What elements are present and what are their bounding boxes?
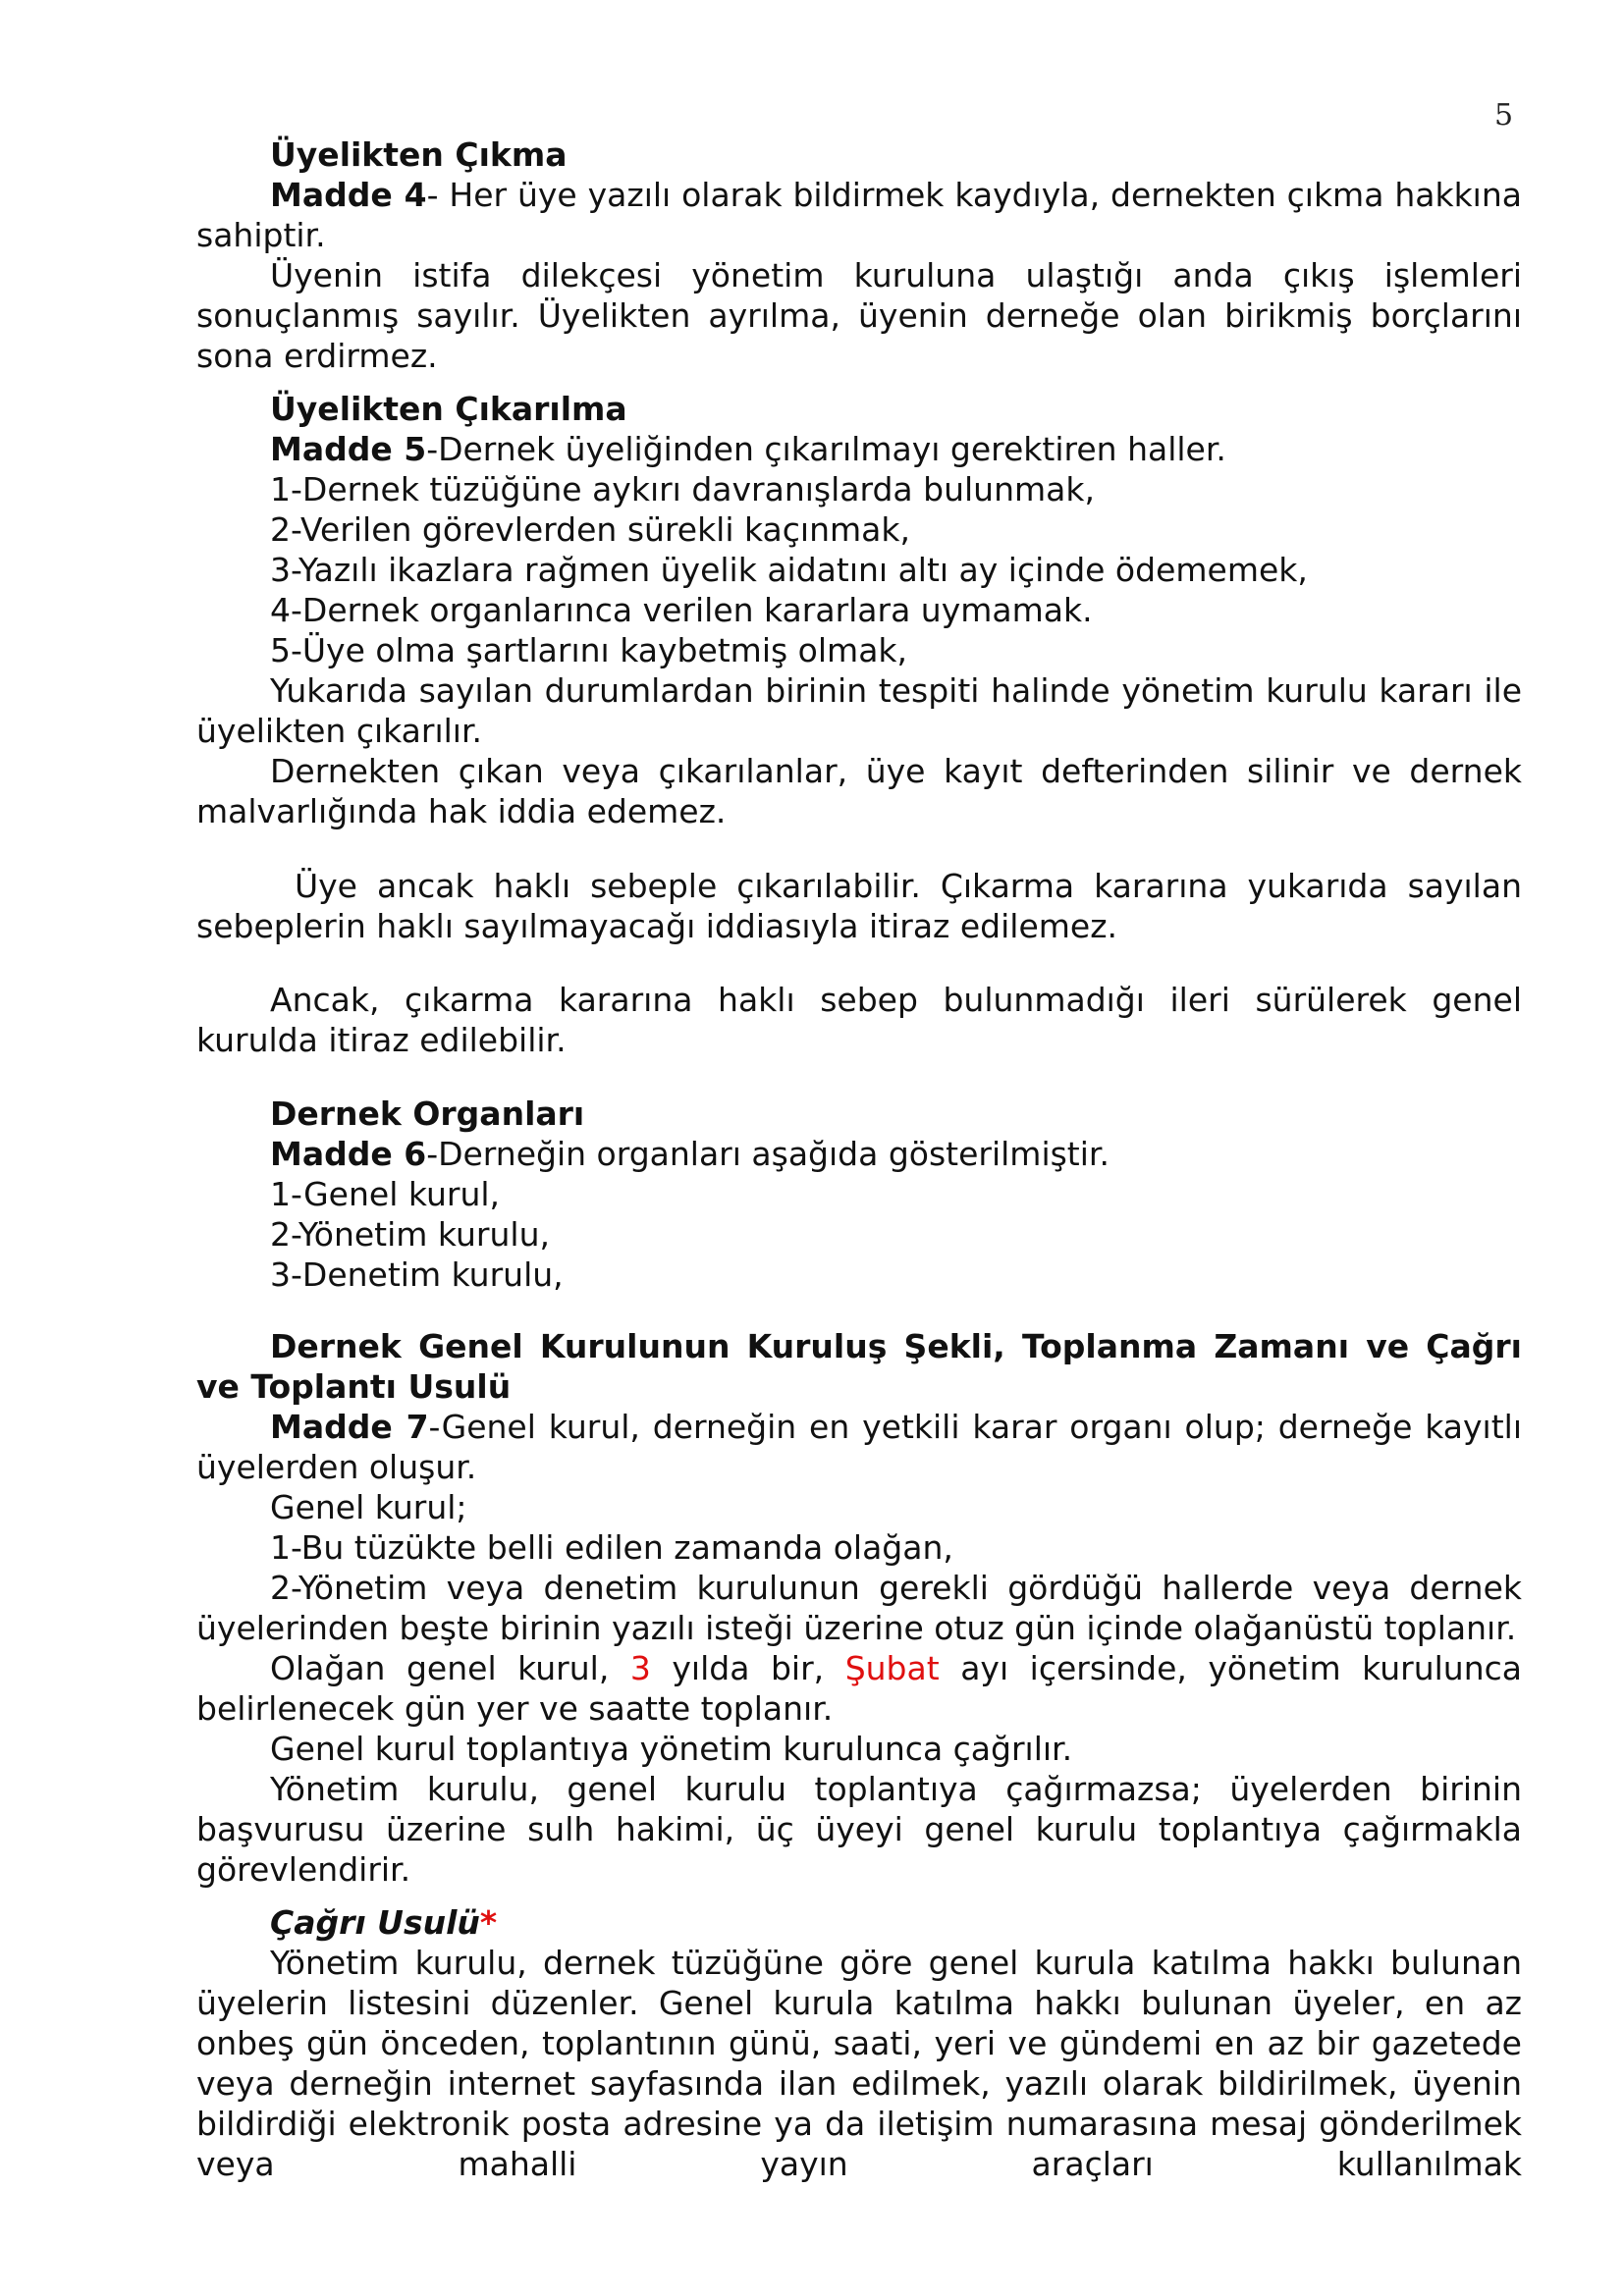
article-label: Madde 5 (270, 430, 427, 468)
list-item: 3-Denetim kurulu, (270, 1255, 564, 1294)
paragraph: Genel kurul; (270, 1488, 467, 1526)
paragraph: Üyenin istifa dilekçesi yönetim kuruluna ulaştığı anda çıkış işlemleri sonuçlanmış sayılır. Üyelikten ayrılma, üyenin derneğe olan birikmiş borçlarını sona erdirmez. (196, 256, 1522, 375)
heading-text: Çağrı Usulü (270, 1903, 480, 1942)
text-run: Olağan genel kurul, (270, 1649, 630, 1687)
highlight-month: Şubat (844, 1649, 940, 1687)
asterisk-mark: * (479, 1903, 498, 1942)
list-item: 3-Yazılı ikazlara rağmen üyelik aidatını altı ay içinde ödememek, (270, 551, 1308, 589)
paragraph: Genel kurul toplantıya yönetim kurulunca çağrılır. (270, 1730, 1073, 1768)
section-madde-4 (196, 134, 1522, 376)
article-paragraph (196, 175, 1522, 255)
section-heading: Dernek Organları (270, 1095, 585, 1133)
paragraph: Dernekten çıkan veya çıkarılanlar, üye kayıt defterinden silinir ve dernek malvarlığında hak iddia edemez. (196, 752, 1522, 830)
section-heading: Dernek Genel Kurulunun Kuruluş Şekli, Toplanma Zamanı ve Çağrı ve Toplantı Usulü (196, 1327, 1522, 1406)
article-paragraph (196, 429, 1522, 469)
article-text: -Derneğin organları aşağıda gösterilmiştir. (426, 1135, 1110, 1173)
article-text: -Genel kurul, derneğin en yetkili karar organı olup; derneğe kayıtlı üyelerden oluşur. (196, 1408, 1522, 1486)
section-madde-5 (196, 389, 1522, 1060)
text-run: yılda bir, (650, 1649, 845, 1687)
section-madde-7 (196, 1326, 1522, 1890)
article-paragraph (196, 1134, 1522, 1174)
paragraph (196, 1648, 1522, 1729)
list-item: 2-Yönetim kurulu, (270, 1215, 550, 1254)
article-label: Madde 4 (270, 176, 427, 214)
text-run: ayı içersinde, yönetim kurulunca belirlenecek gün yer ve saatte toplanır. (196, 1649, 1522, 1728)
paragraph: Yönetim kurulu, genel kurulu toplantıya çağırmazsa; üyelerden birinin başvurusu üzerine sulh hakimi, üç üyeyi genel kurulu toplantıya çağırmakla görevlendirir. (196, 1770, 1522, 1889)
page-number: 5 (1494, 98, 1514, 133)
section-heading: Üyelikten Çıkarılma (270, 390, 627, 428)
document-body (196, 134, 1522, 2184)
list-item: 1-Bu tüzükte belli edilen zamanda olağan, (270, 1528, 953, 1567)
article-text: -Dernek üyeliğinden çıkarılmayı gerektiren haller. (426, 430, 1226, 468)
article-label: Madde 7 (270, 1408, 429, 1446)
paragraph: Ancak, çıkarma kararına haklı sebep bulunmadığı ileri sürülerek genel kurulda itiraz edilebilir. (196, 981, 1522, 1059)
article-text: - Her üye yazılı olarak bildirmek kaydıyla, dernekten çıkma hakkına sahiptir. (196, 176, 1522, 254)
list-item: 4-Dernek organlarınca verilen kararlara uymamak. (270, 591, 1093, 629)
section-madde-6 (196, 1094, 1522, 1295)
list-item: 2-Yönetim veya denetim kurulunun gerekli gördüğü hallerde veya dernek üyelerinden beşte birinin yazılı isteği üzerine otuz gün içinde olağanüstü toplanır. (196, 1569, 1522, 1647)
paragraph: Yukarıda sayılan durumlardan birinin tespiti halinde yönetim kurulu kararı ile üyelikten çıkarılır. (196, 671, 1522, 750)
highlight-years: 3 (629, 1649, 651, 1687)
list-item: 2-Verilen görevlerden sürekli kaçınmak, (270, 510, 910, 549)
paragraph: Üye ancak haklı sebeple çıkarılabilir. Çıkarma kararına yukarıda sayılan sebeplerin haklı sayılmayacağı iddiasıyla itiraz edilemez. (196, 867, 1522, 945)
section-cagri-usulu (196, 1902, 1522, 2184)
paragraph: Yönetim kurulu, dernek tüzüğüne göre genel kurula katılma hakkı bulunan üyelerin listesini düzenler. Genel kurula katılma hakkı bulunan üyeler, en az onbeş gün önceden, toplantının günü, saati, yeri ve gündemi en az bir gazetede veya derneğin internet sayfasında ilan edilmek, yazılı olarak bildirilmek, üyenin bildirdiği elektronik posta adresine ya da iletişim numarasına mesaj gönderilmek veya mahalli yayın araçları kullanılmak (196, 1944, 1522, 2183)
list-item: 1-Dernek tüzüğüne aykırı davranışlarda bulunmak, (270, 470, 1095, 508)
list-item: 5-Üye olma şartlarını kaybetmiş olmak, (270, 631, 908, 669)
section-heading (196, 1902, 1522, 1943)
article-label: Madde 6 (270, 1135, 427, 1173)
article-paragraph (196, 1407, 1522, 1487)
list-item: 1-Genel kurul, (270, 1175, 501, 1213)
section-heading: Üyelikten Çıkma (270, 135, 568, 174)
